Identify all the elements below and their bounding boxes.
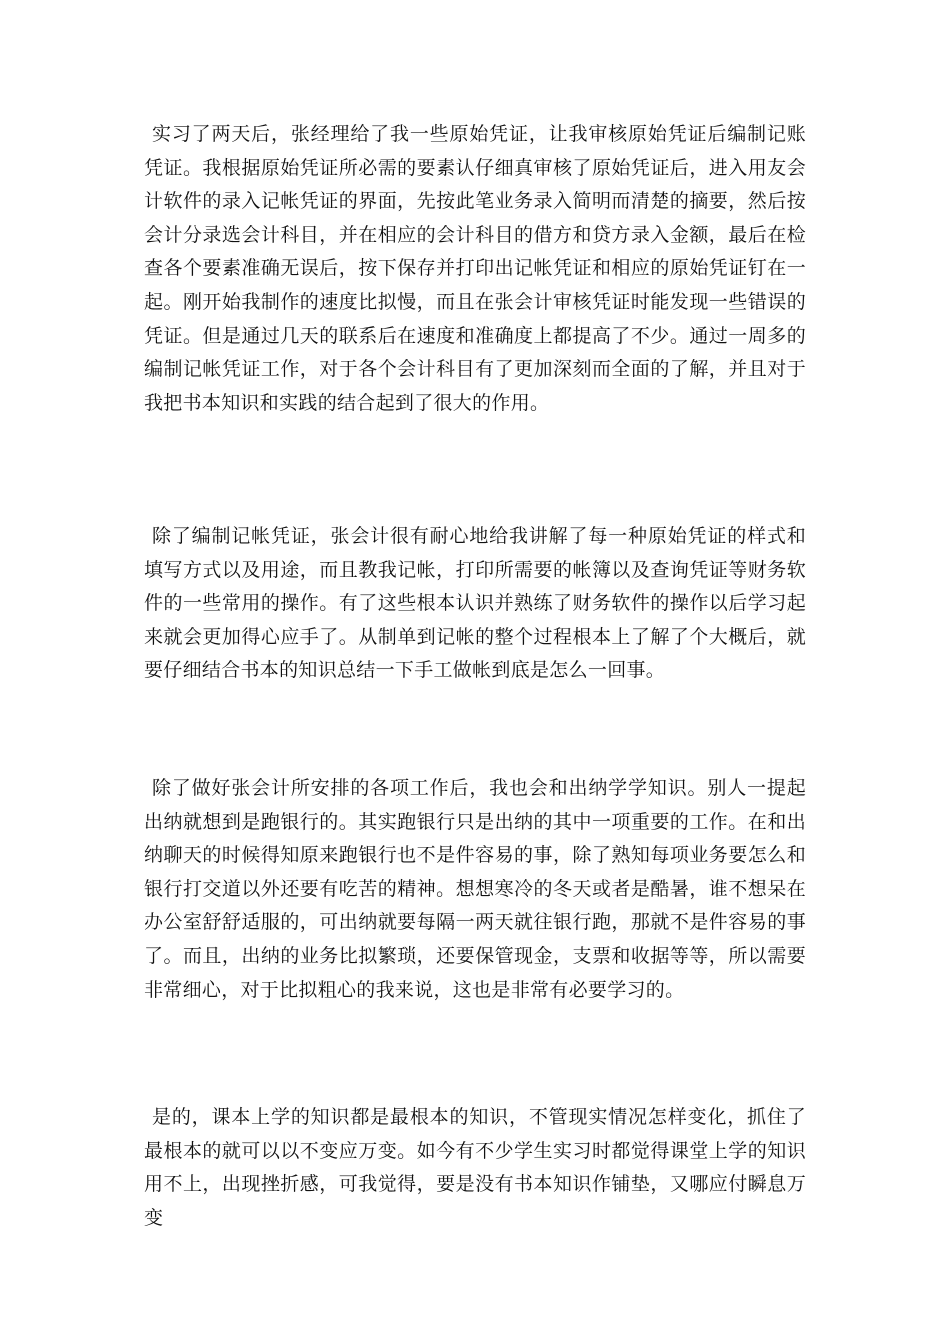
paragraph-2: 除了编制记帐凭证，张会计很有耐心地给我讲解了每一种原始凭证的样式和填写方式以及用途，而且教我记帐，打印所需要的帐簿以及查询凭证等财务软件的一些常用的操作。有了这些根本认识并熟练了财务软件的操作以后学习起来就会更加得心应手了。从制单到记帐的整个过程根本上了解了个大概后，就要仔细结合书本的知识总结一下手工做帐到底是怎么一回事。: [144, 525, 806, 682]
paragraph-1: 实习了两天后，张经理给了我一些原始凭证，让我审核原始凭证后编制记账凭证。我根据原始凭证所必需的要素认仔细真审核了原始凭证后，进入用友会计软件的录入记帐凭证的界面，先按此笔业务录入简明而清楚的摘要，然后按会计分录选会计科目，并在相应的会计科目的借方和贷方录入金额，最后在检查各个要素准确无误后，按下保存并打印出记帐凭证和相应的原始凭证钉在一起。刚开始我制作的速度比拟慢，而且在张会计审核凭证时能发现一些错误的凭证。但是通过几天的联系后在速度和准确度上都提高了不少。通过一周多的编制记帐凭证工作，对于各个会计科目有了更加深刻而全面的了解，并且对于我把书本知识和实践的结合起到了很大的作用。: [144, 123, 806, 414]
paragraph-3: 除了做好张会计所安排的各项工作后，我也会和出纳学学知识。别人一提起出纳就想到是跑银行的。其实跑银行只是出纳的其中一项重要的工作。在和出纳聊天的时候得知原来跑银行也不是件容易的事，除了熟知每项业务要怎么和银行打交道以外还要有吃苦的精神。想想寒冷的冬天或者是酷暑，谁不想呆在办公室舒舒适服的，可出纳就要每隔一两天就往银行跑，那就不是件容易的事了。而且，出纳的业务比拟繁琐，还要保管现金，支票和收据等等，所以需要非常细心，对于比拟粗心的我来说，这也是非常有必要学习的。: [144, 777, 806, 1001]
paragraph-4: 是的，课本上学的知识都是最根本的知识，不管现实情况怎样变化，抓住了最根本的就可以以不变应万变。如今有不少学生实习时都觉得课堂上学的知识用不上，出现挫折感，可我觉得，要是没有书本知识作铺垫，又哪应付瞬息万变: [144, 1106, 806, 1229]
